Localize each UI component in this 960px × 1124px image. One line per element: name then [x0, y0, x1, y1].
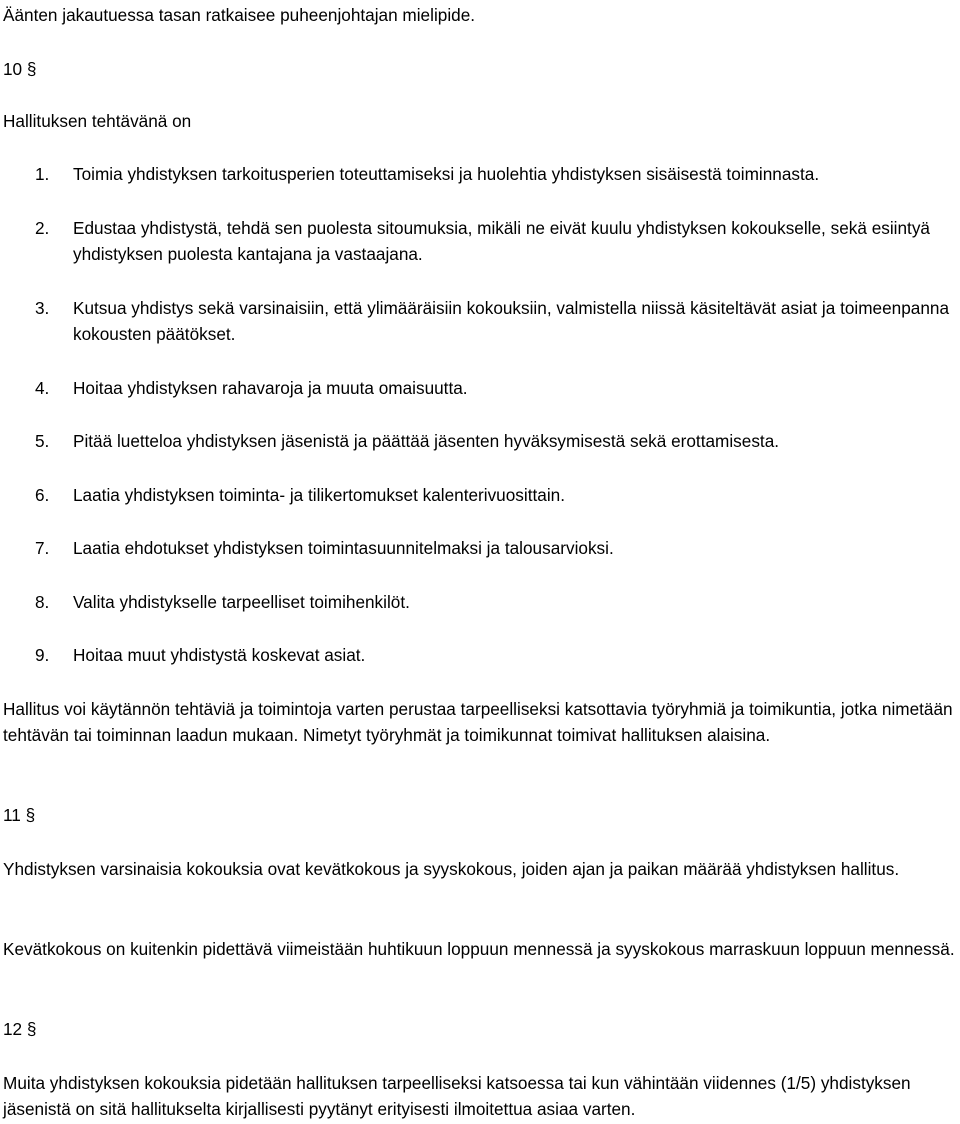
list-item — [35, 295, 959, 347]
section-10-heading: 10 § — [3, 59, 37, 79]
list-item — [35, 375, 959, 401]
list-item-text: Hoitaa yhdistyksen rahavaroja ja muuta omaisuutta. — [73, 378, 468, 398]
section-11-paragraph-1: Yhdistyksen varsinaisia kokouksia ovat kevätkokous ja syyskokous, joiden ajan ja paikan määrää yhdistyksen hallitus. — [3, 859, 900, 879]
list-item-number: 2. — [35, 218, 50, 238]
intro-paragraph: Äänten jakautuessa tasan ratkaisee puheenjohtajan mielipide. — [3, 5, 476, 25]
list-item — [35, 161, 959, 187]
list-item-text: Toimia yhdistyksen tarkoitusperien toteuttamiseksi ja huolehtia yhdistyksen sisäisestä toiminnasta. — [73, 164, 820, 184]
list-item-number: 3. — [35, 298, 50, 318]
list-item — [35, 482, 959, 508]
section-12-heading: 12 § — [3, 1019, 37, 1039]
list-item-text: Valita yhdistykselle tarpeelliset toimihenkilöt. — [73, 592, 410, 612]
list-item-number: 1. — [35, 164, 50, 184]
list-item — [35, 215, 959, 267]
list-item-number: 8. — [35, 592, 50, 612]
list-item-number: 9. — [35, 645, 50, 665]
section-12-paragraph-1: Muita yhdistyksen kokouksia pidetään hallituksen tarpeelliseksi katsoessa tai kun vähintään viidennes (1/5) yhdistyksen jäsenistä on sitä hallitukselta kirjallisesti pyytänyt erityisesti ilmoitettua asiaa varten. — [3, 1073, 911, 1119]
list-item-number: 4. — [35, 378, 50, 398]
section-10-closing: Hallitus voi käytännön tehtäviä ja toimintoja varten perustaa tarpeelliseksi katsottavia työryhmiä ja toimikuntia, jotka nimetään tehtävän tai toiminnan laadun mukaan. Nimetyt työryhmät ja toimikunnat toimivat hallituksen alaisina. — [3, 699, 953, 745]
list-item — [35, 535, 959, 561]
list-item-number: 6. — [35, 485, 50, 505]
list-item-text: Laatia ehdotukset yhdistyksen toimintasuunnitelmaksi ja talousarvioksi. — [73, 538, 614, 558]
list-item-text: Edustaa yhdistystä, tehdä sen puolesta sitoumuksia, mikäli ne eivät kuulu yhdistyksen kokoukselle, sekä esiintyä yhdistyksen puolesta kantajana ja vastaajana. — [73, 218, 930, 264]
list-item-number: 5. — [35, 431, 50, 451]
list-item-text: Pitää luetteloa yhdistyksen jäsenistä ja päättää jäsenten hyväksymisestä sekä erottamisesta. — [73, 431, 780, 451]
section-10-lead: Hallituksen tehtävänä on — [3, 111, 192, 131]
list-item-text: Hoitaa muut yhdistystä koskevat asiat. — [73, 645, 366, 665]
list-item-text: Laatia yhdistyksen toiminta- ja tilikertomukset kalenterivuosittain. — [73, 485, 565, 505]
section-11-heading: 11 § — [3, 805, 36, 825]
list-item-text: Kutsua yhdistys sekä varsinaisiin, että ylimääräisiin kokouksiin, valmistella niissä käsiteltävät asiat ja toimeenpanna kokousten päätökset. — [73, 298, 950, 344]
list-item-number: 7. — [35, 538, 50, 558]
section-11-paragraph-2: Kevätkokous on kuitenkin pidettävä viimeistään huhtikuun loppuun mennessä ja syyskokous marraskuun loppuun mennessä. — [3, 939, 955, 959]
list-item — [35, 642, 959, 668]
list-item — [35, 589, 959, 615]
list-item — [35, 428, 959, 454]
